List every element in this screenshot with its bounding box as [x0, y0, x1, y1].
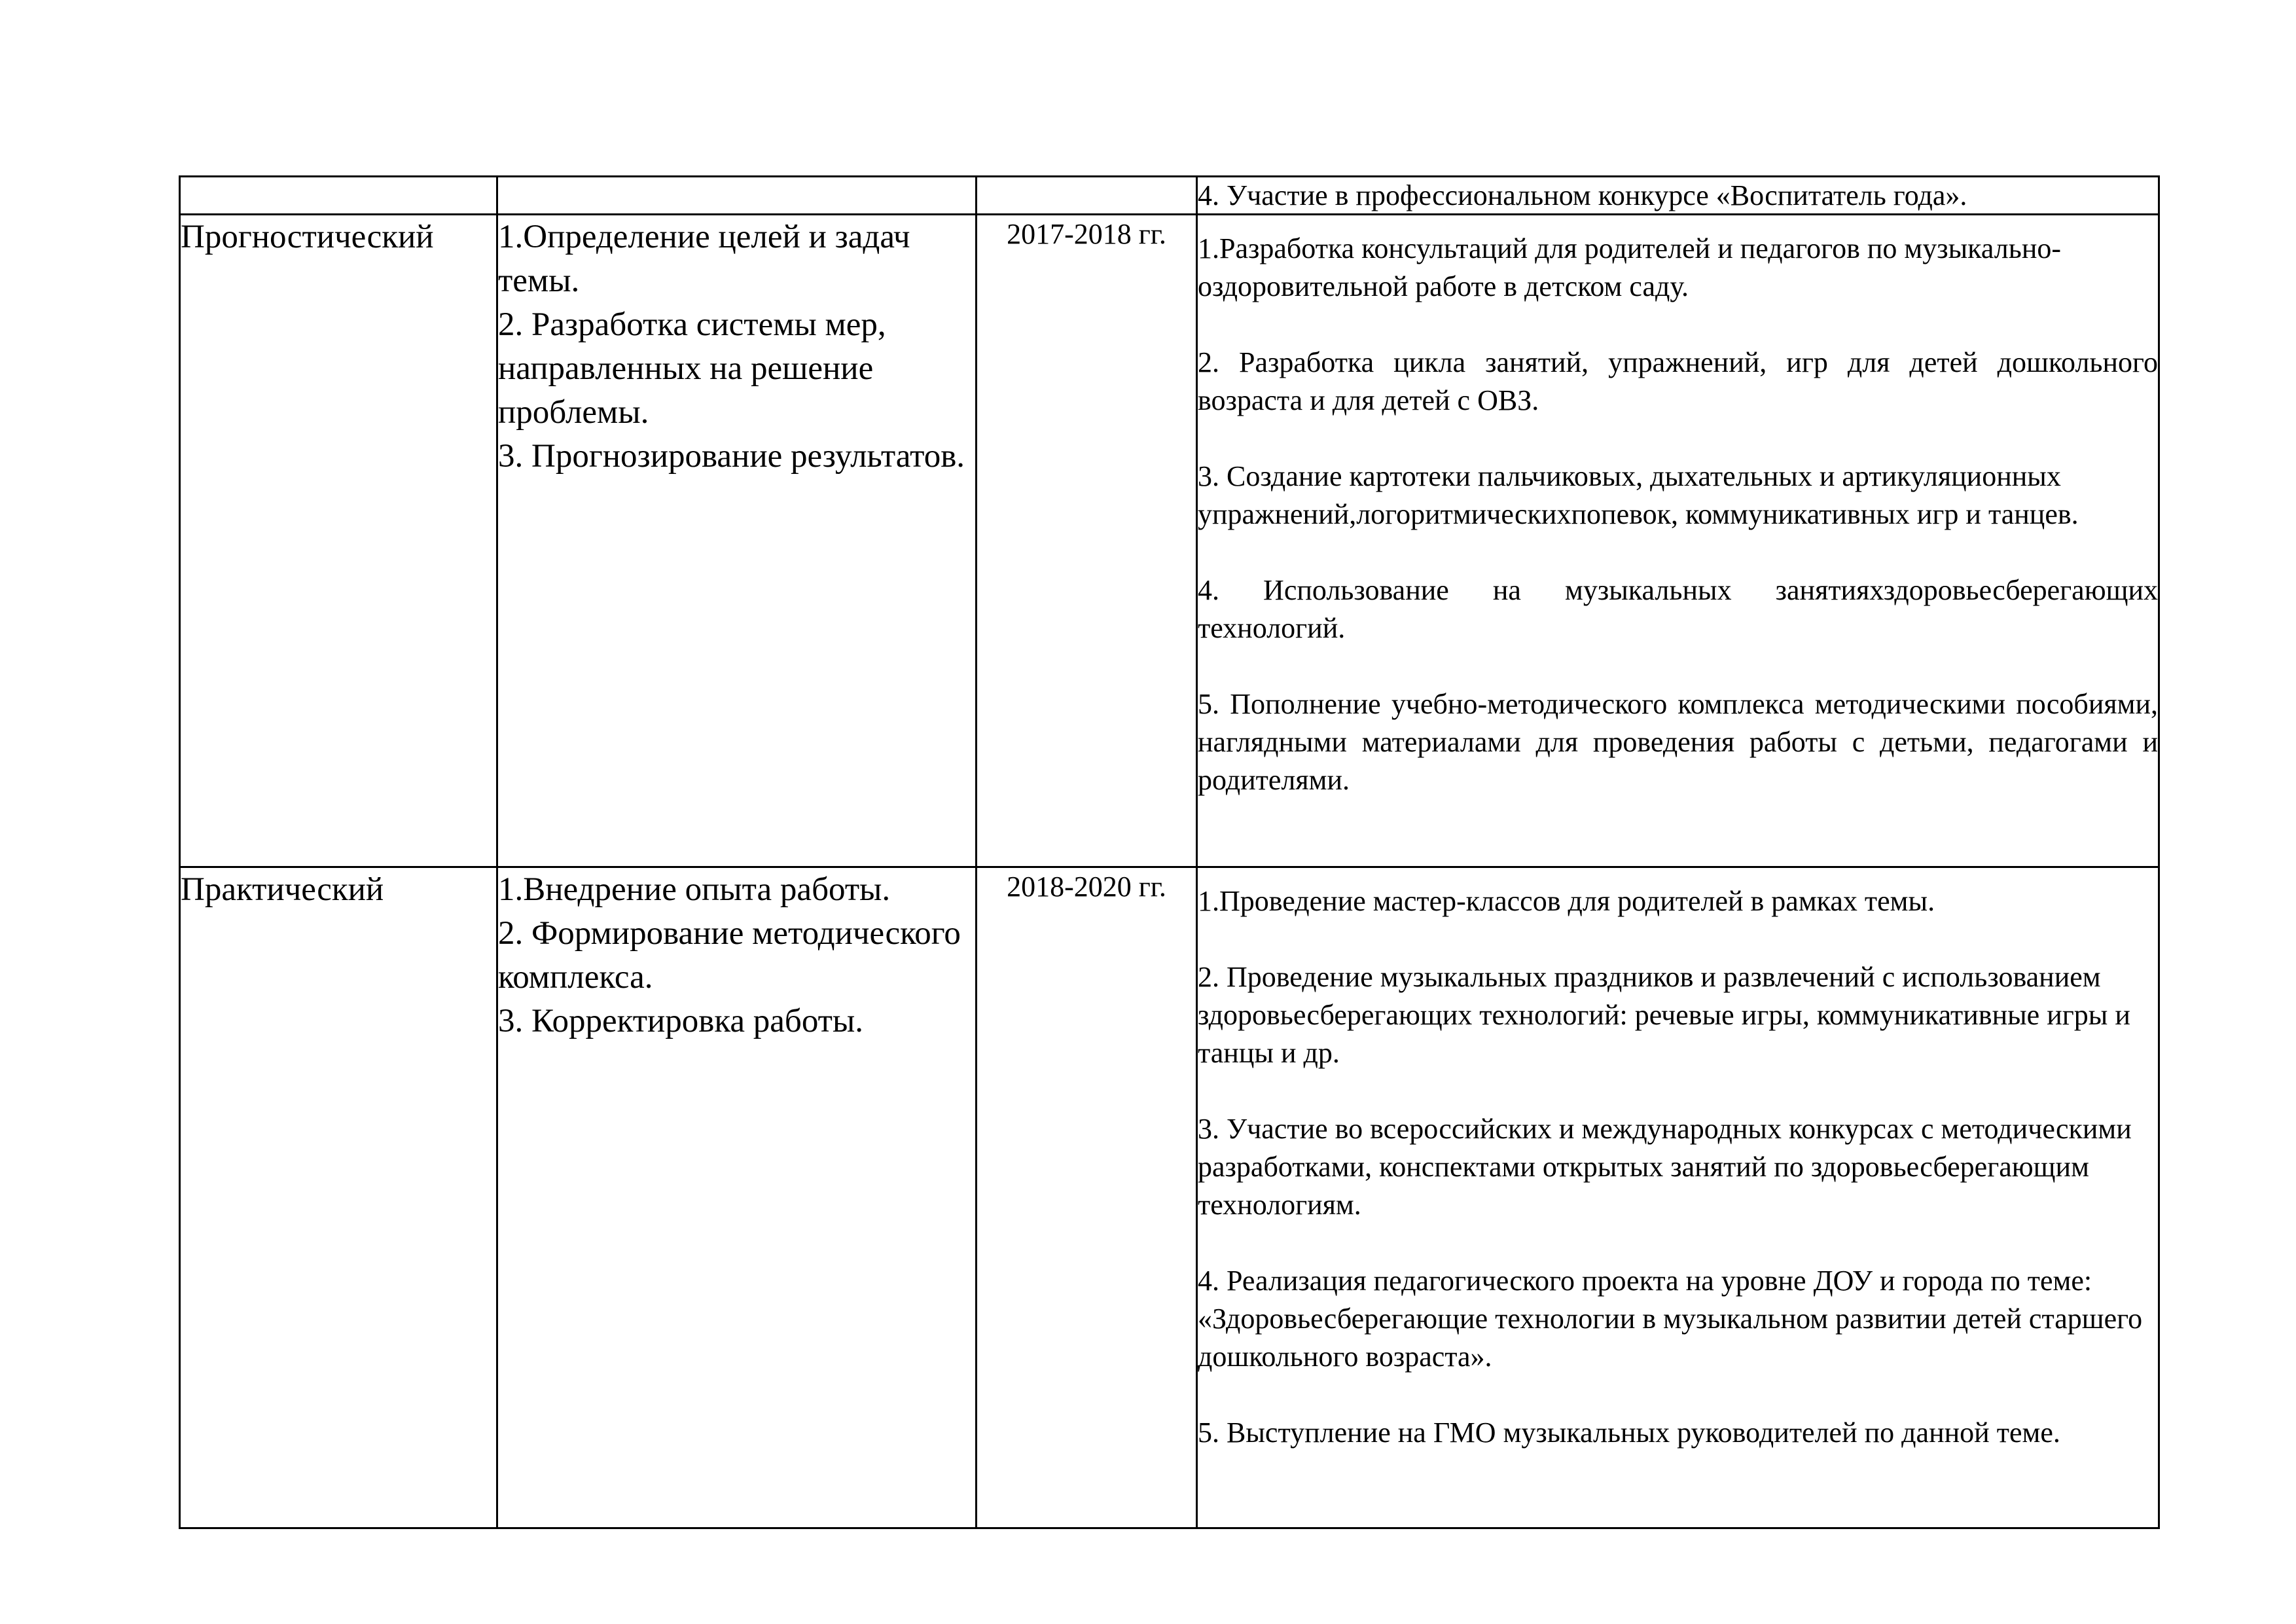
years-cell-empty	[977, 177, 1197, 215]
task-item: 3. Прогнозирование результатов.	[498, 438, 965, 475]
table-row-continuation	[180, 177, 2159, 215]
task-item: 2. Разработка системы мер, направленных на решение проблемы.	[498, 306, 886, 431]
works-cell	[1197, 215, 2159, 867]
stage-cell-empty	[180, 177, 497, 215]
tasks-cell-empty	[497, 177, 977, 215]
work-item: 4. Реализация педагогического проекта на уровне ДОУ и города по теме: «Здоровьесберегающие технологии в музыкальном развитии детей старшего дошкольного возраста».	[1198, 1265, 2143, 1373]
work-item: 2. Проведение музыкальных праздников и развлечений с использованием здоровьесберегающих технологий: речевые игры, коммуникативные игры и танцы и др.	[1198, 961, 2130, 1069]
work-item: 4. Участие в профессиональном конкурсе «Воспитатель года».	[1198, 179, 1967, 211]
task-item: 1.Определение целей и задач темы.	[498, 219, 910, 299]
tasks-cell	[497, 867, 977, 1528]
work-item: 4. Использование на музыкальных занятияхздоровьесберегающих технологий.	[1198, 574, 2158, 644]
work-item: 2. Разработка цикла занятий, упражнений, игр для детей дошкольного возраста и для детей с ОВЗ.	[1198, 346, 2158, 416]
task-item: 1.Внедрение опыта работы.	[498, 871, 891, 908]
years-cell: 2017-2018 гг.	[977, 215, 1197, 867]
task-item: 2. Формирование методического комплекса.	[498, 915, 961, 996]
task-item: 3. Корректировка работы.	[498, 1003, 863, 1039]
work-item: 3. Участие во всероссийских и международных конкурсах с методическими разработками, конспектами открытых занятий по здоровьесберегающим технологиям.	[1198, 1113, 2132, 1221]
works-cell	[1197, 867, 2159, 1528]
stage-name: Практический	[180, 867, 497, 1528]
work-item: 1.Проведение мастер-классов для родителей в рамках темы.	[1198, 885, 1935, 917]
table-row-prognostic	[180, 215, 2159, 867]
stage-name: Прогностический	[180, 215, 497, 867]
work-item: 1.Разработка консультаций для родителей и педагогов по музыкально-оздоровительной работе в детском саду.	[1198, 232, 2062, 302]
work-item: 5. Выступление на ГМО музыкальных руководителей по данной теме.	[1198, 1416, 2060, 1449]
work-item: 3. Создание картотеки пальчиковых, дыхательных и артикуляционных упражнений,логоритмическихпопевок, коммуникативных игр и танцев.	[1198, 460, 2079, 530]
tasks-cell	[497, 215, 977, 867]
years-cell: 2018-2020 гг.	[977, 867, 1197, 1528]
works-cell	[1197, 177, 2159, 215]
work-plan-table	[179, 175, 2160, 1529]
work-item: 5. Пополнение учебно-методического комплекса методическими пособиями, наглядными материалами для проведения работы с детьми, педагогами и родителями.	[1198, 688, 2158, 796]
table-row-practical	[180, 867, 2159, 1528]
